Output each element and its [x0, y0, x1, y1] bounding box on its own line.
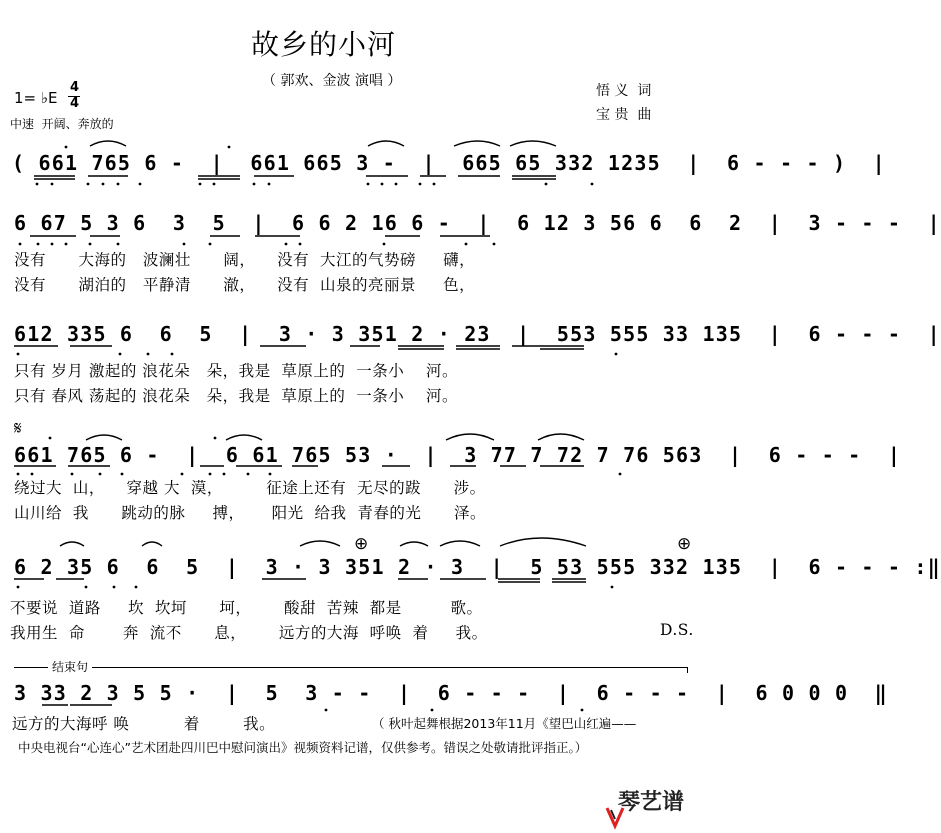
time-signature-bottom: 4 [70, 96, 80, 111]
lyric-row-4-verse-2: 山川给 我 跳动的脉 搏， 阳光 给我 青春的光 泽。 [14, 504, 486, 522]
score-row-2: 6 67 5 3 6 3 5 | 6 6 2 16 6 - | 6 12 3 56 6 6 2 | 3 - - - | [14, 211, 941, 235]
singers-line: （ 郭欢、金波 演唱 ） [262, 73, 402, 89]
score-row-1: ( 661 765 6 - | 661 665 3 - | 665 65 332 1235 | 6 - - - ) | [12, 151, 886, 175]
coda-symbol-2: ⊕ [677, 534, 692, 554]
transcription-note-1: （ 秋叶起舞根据2013年11月《望巴山红遍—— [372, 716, 637, 731]
segno-symbol: 𝄋 [14, 418, 22, 439]
site-logo-text: 琴艺谱 [618, 790, 685, 815]
score-row-4: 661 765 6 - | 6 61 765 53 · | 3 77 7 72 7 76 563 | 6 - - - | [14, 443, 902, 467]
lyric-row-5-verse-2: 我用生 命 奔 流不 息， 远方的大海 呼唤 着 我。 [10, 624, 488, 642]
composer-credit: 宝 贵 曲 [596, 107, 652, 123]
tempo-marking: 中速 开阔、奔放的 [10, 117, 114, 131]
score-row-5: 6 2 35 6 6 5 | 3 · 3 351 2 · 3 | 5 53 555 332 135 | 6 - - - :‖ [14, 555, 941, 579]
transcription-note-2: 中央电视台“心连心”艺术团赴四川巴中慰问演出》视频资料记谱，仅供参考。错误之处敬请批评指正。） [18, 740, 588, 755]
coda-symbol-1: ⊕ [354, 534, 369, 554]
lyricist-credit: 悟 义 词 [596, 83, 652, 99]
lyric-row-6: 远方的大海呼 唤 着 我。 [12, 715, 276, 733]
lyric-row-3-verse-1: 只有 岁月 激起的 浪花朵 朵，我是 草原上的 一条小 河。 [14, 362, 458, 380]
score-row-6: 3 33 2 3 5 5 · | 5 3 - - | 6 - - - | 6 - - - | 6 0 0 0 ‖ [14, 681, 888, 705]
lyric-row-2-verse-2: 没有 湖泊的 平静清 澈， 没有 山泉的亮丽景 色， [14, 276, 476, 294]
song-title: 故乡的小河 [251, 28, 397, 61]
lyric-row-5-verse-1: 不要说 道路 坎 坎坷 坷， 酸甜 苦辣 都是 歌。 [10, 599, 483, 617]
ending-label: 结束句 [52, 660, 89, 674]
lyric-row-4-verse-1: 绕过大 山， 穿越 大 漠， 征途上还有 无尽的跋 涉。 [14, 479, 486, 497]
lyric-row-2-verse-1: 没有 大海的 波澜壮 阔， 没有 大江的气势磅 礴， [14, 251, 476, 269]
lyric-row-3-verse-2: 只有 春风 荡起的 浪花朵 朵，我是 草原上的 一条小 河。 [14, 387, 458, 405]
key-signature: 1= ♭E [14, 89, 58, 107]
score-row-3: 612 335 6 6 5 | 3 · 3 351 2 · 23 | 553 555 33 135 | 6 - - - | [14, 322, 941, 346]
time-signature-top: 4 [70, 80, 80, 95]
ds-marking: D.S. [660, 621, 694, 639]
